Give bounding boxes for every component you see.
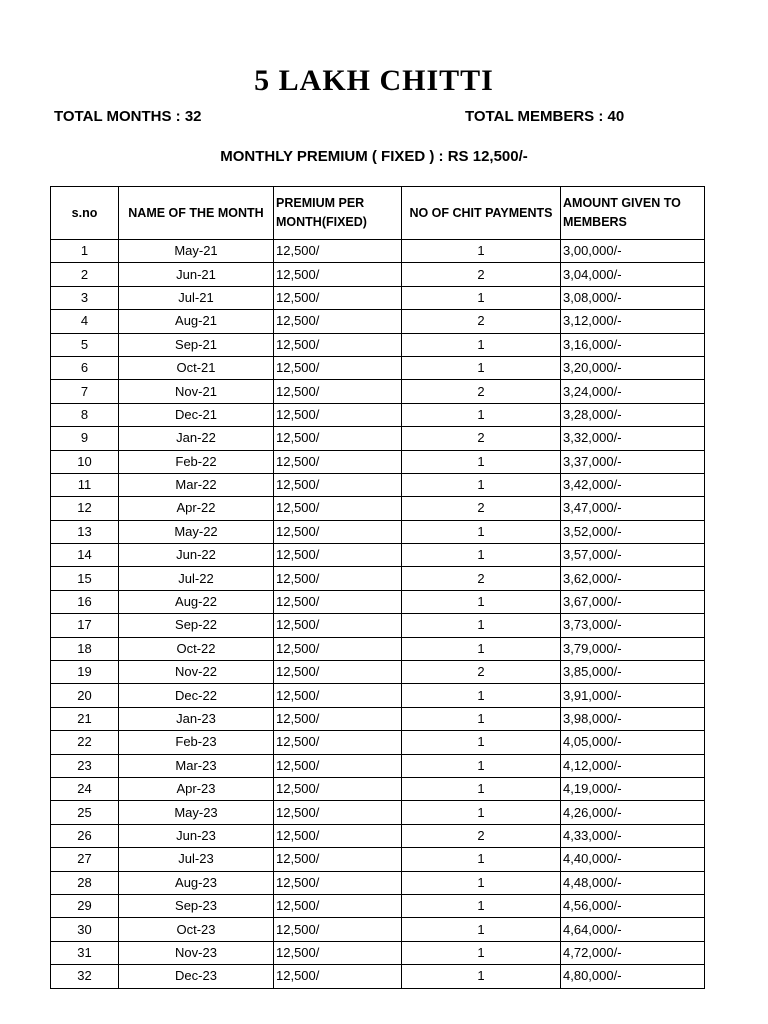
cell-payments: 2 <box>402 380 561 403</box>
cell-month: Aug-22 <box>119 590 274 613</box>
cell-sno: 10 <box>51 450 119 473</box>
cell-month: May-22 <box>119 520 274 543</box>
cell-sno: 5 <box>51 333 119 356</box>
cell-month: Sep-22 <box>119 614 274 637</box>
table-row <box>51 614 705 637</box>
table-row <box>51 450 705 473</box>
cell-month: Sep-23 <box>119 894 274 917</box>
cell-payments: 2 <box>402 263 561 286</box>
cell-amount: 3,79,000/- <box>561 637 705 660</box>
cell-sno: 1 <box>51 240 119 263</box>
cell-payments: 1 <box>402 450 561 473</box>
cell-sno: 8 <box>51 403 119 426</box>
cell-payments: 1 <box>402 590 561 613</box>
cell-month: Jun-21 <box>119 263 274 286</box>
table-row <box>51 333 705 356</box>
cell-sno: 12 <box>51 497 119 520</box>
table-row <box>51 427 705 450</box>
cell-amount: 3,28,000/- <box>561 403 705 426</box>
table-row <box>51 801 705 824</box>
cell-premium: 12,500/ <box>274 777 402 800</box>
cell-amount: 4,33,000/- <box>561 824 705 847</box>
table-row <box>51 403 705 426</box>
document-title: 5 LAKH CHITTI <box>254 64 494 97</box>
cell-payments: 1 <box>402 684 561 707</box>
cell-amount: 3,57,000/- <box>561 544 705 567</box>
cell-amount: 4,19,000/- <box>561 777 705 800</box>
table-row <box>51 707 705 730</box>
cell-sno: 16 <box>51 590 119 613</box>
cell-sno: 27 <box>51 848 119 871</box>
cell-premium: 12,500/ <box>274 497 402 520</box>
total-months: TOTAL MONTHS : 32 <box>54 108 202 125</box>
cell-month: May-23 <box>119 801 274 824</box>
cell-payments: 2 <box>402 567 561 590</box>
cell-month: Feb-22 <box>119 450 274 473</box>
cell-sno: 14 <box>51 544 119 567</box>
cell-amount: 4,56,000/- <box>561 894 705 917</box>
cell-payments: 1 <box>402 614 561 637</box>
cell-sno: 15 <box>51 567 119 590</box>
cell-amount: 4,26,000/- <box>561 801 705 824</box>
cell-payments: 1 <box>402 801 561 824</box>
cell-premium: 12,500/ <box>274 848 402 871</box>
cell-payments: 2 <box>402 427 561 450</box>
table-row <box>51 824 705 847</box>
cell-month: Nov-21 <box>119 380 274 403</box>
cell-premium: 12,500/ <box>274 567 402 590</box>
cell-premium: 12,500/ <box>274 965 402 988</box>
cell-payments: 2 <box>402 824 561 847</box>
header-sno: s.no <box>51 187 119 240</box>
cell-premium: 12,500/ <box>274 661 402 684</box>
cell-month: Dec-23 <box>119 965 274 988</box>
cell-month: Oct-22 <box>119 637 274 660</box>
cell-premium: 12,500/ <box>274 427 402 450</box>
cell-month: Jan-23 <box>119 707 274 730</box>
cell-premium: 12,500/ <box>274 520 402 543</box>
table-row <box>51 567 705 590</box>
cell-premium: 12,500/ <box>274 871 402 894</box>
cell-premium: 12,500/ <box>274 356 402 379</box>
cell-month: Jul-23 <box>119 848 274 871</box>
cell-sno: 26 <box>51 824 119 847</box>
total-members: TOTAL MEMBERS : 40 <box>465 108 625 125</box>
cell-sno: 31 <box>51 941 119 964</box>
cell-month: Jun-22 <box>119 544 274 567</box>
cell-premium: 12,500/ <box>274 754 402 777</box>
cell-amount: 3,42,000/- <box>561 473 705 496</box>
cell-amount: 3,04,000/- <box>561 263 705 286</box>
table-row <box>51 544 705 567</box>
cell-amount: 3,73,000/- <box>561 614 705 637</box>
table-row <box>51 871 705 894</box>
cell-amount: 3,85,000/- <box>561 661 705 684</box>
chit-schedule-table <box>50 186 705 989</box>
cell-premium: 12,500/ <box>274 801 402 824</box>
cell-month: Nov-23 <box>119 941 274 964</box>
monthly-premium: MONTHLY PREMIUM ( FIXED ) : RS 12,500/- <box>220 148 528 165</box>
cell-sno: 2 <box>51 263 119 286</box>
table-row <box>51 894 705 917</box>
table-row <box>51 473 705 496</box>
cell-sno: 32 <box>51 965 119 988</box>
table-row <box>51 754 705 777</box>
cell-payments: 1 <box>402 707 561 730</box>
cell-month: May-21 <box>119 240 274 263</box>
cell-payments: 2 <box>402 497 561 520</box>
table-row <box>51 965 705 988</box>
cell-sno: 7 <box>51 380 119 403</box>
cell-premium: 12,500/ <box>274 380 402 403</box>
cell-sno: 25 <box>51 801 119 824</box>
cell-payments: 1 <box>402 777 561 800</box>
cell-month: Jul-22 <box>119 567 274 590</box>
cell-amount: 4,12,000/- <box>561 754 705 777</box>
cell-amount: 3,08,000/- <box>561 286 705 309</box>
cell-month: Apr-22 <box>119 497 274 520</box>
header-amount: AMOUNT GIVEN TO MEMBERS <box>561 187 705 240</box>
cell-sno: 18 <box>51 637 119 660</box>
cell-payments: 1 <box>402 965 561 988</box>
cell-premium: 12,500/ <box>274 473 402 496</box>
table-row <box>51 637 705 660</box>
header-payments: NO OF CHIT PAYMENTS <box>402 187 561 240</box>
cell-amount: 4,72,000/- <box>561 941 705 964</box>
cell-payments: 1 <box>402 637 561 660</box>
cell-premium: 12,500/ <box>274 544 402 567</box>
cell-sno: 3 <box>51 286 119 309</box>
table-row <box>51 356 705 379</box>
cell-premium: 12,500/ <box>274 450 402 473</box>
cell-month: Mar-22 <box>119 473 274 496</box>
cell-premium: 12,500/ <box>274 614 402 637</box>
cell-amount: 3,62,000/- <box>561 567 705 590</box>
cell-amount: 3,91,000/- <box>561 684 705 707</box>
table-row <box>51 240 705 263</box>
cell-payments: 1 <box>402 731 561 754</box>
table-row <box>51 777 705 800</box>
cell-amount: 3,37,000/- <box>561 450 705 473</box>
cell-sno: 11 <box>51 473 119 496</box>
cell-payments: 1 <box>402 286 561 309</box>
cell-sno: 23 <box>51 754 119 777</box>
cell-payments: 1 <box>402 918 561 941</box>
cell-payments: 1 <box>402 356 561 379</box>
cell-month: Oct-23 <box>119 918 274 941</box>
cell-amount: 3,12,000/- <box>561 310 705 333</box>
table-row <box>51 918 705 941</box>
cell-month: Dec-21 <box>119 403 274 426</box>
cell-amount: 3,20,000/- <box>561 356 705 379</box>
table-header <box>51 187 705 240</box>
cell-amount: 4,80,000/- <box>561 965 705 988</box>
cell-month: Jan-22 <box>119 427 274 450</box>
table-row <box>51 520 705 543</box>
cell-premium: 12,500/ <box>274 333 402 356</box>
cell-premium: 12,500/ <box>274 731 402 754</box>
cell-amount: 3,67,000/- <box>561 590 705 613</box>
cell-sno: 21 <box>51 707 119 730</box>
cell-sno: 19 <box>51 661 119 684</box>
cell-payments: 1 <box>402 544 561 567</box>
table-row <box>51 497 705 520</box>
cell-amount: 3,32,000/- <box>561 427 705 450</box>
cell-sno: 30 <box>51 918 119 941</box>
cell-amount: 4,64,000/- <box>561 918 705 941</box>
cell-month: Feb-23 <box>119 731 274 754</box>
table-row <box>51 286 705 309</box>
cell-amount: 3,98,000/- <box>561 707 705 730</box>
cell-payments: 1 <box>402 520 561 543</box>
cell-payments: 2 <box>402 661 561 684</box>
table-row <box>51 380 705 403</box>
cell-sno: 20 <box>51 684 119 707</box>
cell-payments: 1 <box>402 240 561 263</box>
cell-month: Aug-21 <box>119 310 274 333</box>
cell-payments: 1 <box>402 473 561 496</box>
table-row <box>51 263 705 286</box>
cell-premium: 12,500/ <box>274 941 402 964</box>
cell-payments: 1 <box>402 754 561 777</box>
cell-amount: 4,40,000/- <box>561 848 705 871</box>
table-row <box>51 661 705 684</box>
cell-month: Aug-23 <box>119 871 274 894</box>
cell-premium: 12,500/ <box>274 637 402 660</box>
cell-sno: 4 <box>51 310 119 333</box>
cell-premium: 12,500/ <box>274 286 402 309</box>
cell-month: Apr-23 <box>119 777 274 800</box>
cell-premium: 12,500/ <box>274 824 402 847</box>
cell-sno: 29 <box>51 894 119 917</box>
cell-amount: 3,47,000/- <box>561 497 705 520</box>
cell-payments: 1 <box>402 941 561 964</box>
cell-premium: 12,500/ <box>274 263 402 286</box>
cell-sno: 9 <box>51 427 119 450</box>
table-row <box>51 848 705 871</box>
cell-month: Mar-23 <box>119 754 274 777</box>
cell-amount: 4,05,000/- <box>561 731 705 754</box>
cell-amount: 3,52,000/- <box>561 520 705 543</box>
cell-payments: 1 <box>402 848 561 871</box>
cell-payments: 1 <box>402 333 561 356</box>
cell-premium: 12,500/ <box>274 918 402 941</box>
cell-payments: 1 <box>402 403 561 426</box>
cell-month: Sep-21 <box>119 333 274 356</box>
cell-amount: 3,24,000/- <box>561 380 705 403</box>
cell-month: Nov-22 <box>119 661 274 684</box>
cell-amount: 3,00,000/- <box>561 240 705 263</box>
cell-premium: 12,500/ <box>274 707 402 730</box>
table-row <box>51 590 705 613</box>
cell-sno: 13 <box>51 520 119 543</box>
cell-premium: 12,500/ <box>274 684 402 707</box>
cell-amount: 3,16,000/- <box>561 333 705 356</box>
cell-sno: 28 <box>51 871 119 894</box>
cell-month: Jul-21 <box>119 286 274 309</box>
cell-premium: 12,500/ <box>274 310 402 333</box>
cell-month: Oct-21 <box>119 356 274 379</box>
cell-payments: 2 <box>402 310 561 333</box>
header-premium: PREMIUM PER MONTH(FIXED) <box>274 187 402 240</box>
cell-payments: 1 <box>402 871 561 894</box>
table-row <box>51 731 705 754</box>
cell-month: Dec-22 <box>119 684 274 707</box>
cell-month: Jun-23 <box>119 824 274 847</box>
cell-premium: 12,500/ <box>274 894 402 917</box>
cell-premium: 12,500/ <box>274 403 402 426</box>
header-month: NAME OF THE MONTH <box>119 187 274 240</box>
cell-sno: 17 <box>51 614 119 637</box>
cell-sno: 24 <box>51 777 119 800</box>
cell-premium: 12,500/ <box>274 240 402 263</box>
cell-amount: 4,48,000/- <box>561 871 705 894</box>
table-row <box>51 941 705 964</box>
cell-premium: 12,500/ <box>274 590 402 613</box>
cell-payments: 1 <box>402 894 561 917</box>
table-row <box>51 684 705 707</box>
table-header-row <box>51 187 705 240</box>
table-row <box>51 310 705 333</box>
cell-sno: 6 <box>51 356 119 379</box>
cell-sno: 22 <box>51 731 119 754</box>
table-body <box>51 240 705 989</box>
